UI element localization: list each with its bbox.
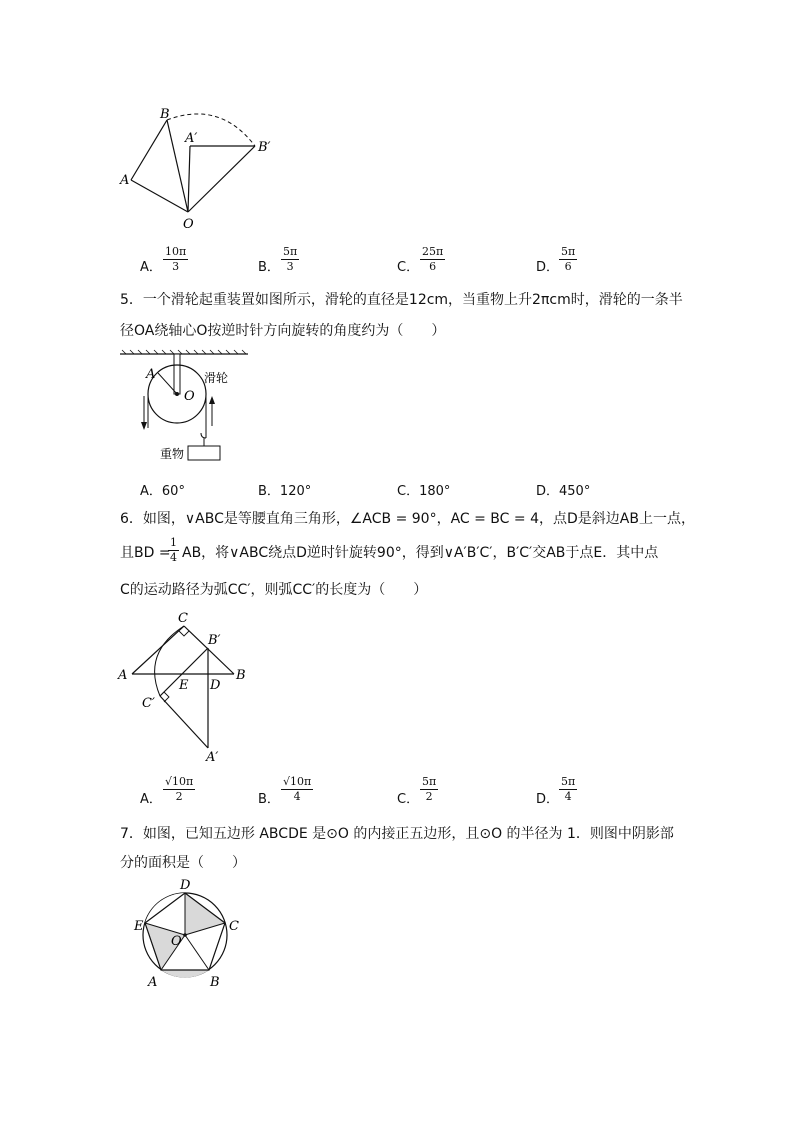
q5-option-c: C．180° [397,484,451,499]
q7-label-D: D [180,878,191,893]
q7-pentagon-figure [128,876,248,996]
q6-text-line3: C的运动路径为弧CC′，则弧CC′的长度为（ ） [120,582,428,598]
q4-option-a: $\frac{10\pi}{3}$ [165,245,187,274]
q6-label-E: E [179,678,189,693]
q7-text-line2: 分的面积是（ ） [120,855,246,871]
q5-text-line2: 径OA绕轴心O按逆时针方向旋转的角度约为（ ） [120,323,446,339]
q6-label-B-prime: B′ [208,633,221,648]
q4-option-d-letter: D． [536,260,560,275]
q6-option-b-letter: B． [258,792,280,807]
q6-label-D: D [210,678,221,693]
q4-option-c-letter: C． [397,260,420,275]
q6-text-line1: 6．如图，∨ABC是等腰直角三角形，∠ACB = 90°，AC = BC = 4，点D是斜边AB上一点， [120,511,695,527]
q4-option-b-letter: B． [258,260,280,275]
q5-pulley-figure [118,348,258,468]
q7-label-C: C [229,919,239,934]
q4-option-b: $\frac{5\pi}{3}$ [283,245,298,274]
q6-figure [112,608,262,768]
q5-option-b: B．120° [258,484,312,499]
q4-label-A-prime: A′ [185,131,198,146]
q4-option-d: $\frac{5\pi}{6}$ [561,245,576,274]
q4-figure [110,100,290,235]
q5-option-a: A．60° [140,484,185,499]
q6-option-a-letter: A． [140,792,162,807]
q6-text-line2-post: AB，将∨ABC绕点D逆时针旋转90°，得到∨A′B′C′，B′C′交AB于点E．其中点 [182,545,659,561]
q4-label-A: A [120,173,130,188]
q6-label-C-prime: C′ [142,696,155,711]
q6-option-b: $\frac{√10\pi}{4}$ [283,775,312,804]
q6-option-d-letter: D． [536,792,560,807]
q4-label-B-prime: B′ [258,140,271,155]
q6-option-c-letter: C． [397,792,420,807]
q6-fraction-one-quarter: $\frac{1}{4}$ [170,536,177,565]
q6-label-A: A [118,668,128,683]
q6-label-A-prime: A′ [206,750,219,765]
q7-label-B: B [210,975,220,990]
q5-text-line1: 5．一个滑轮起重装置如图所示，滑轮的直径是12cm，当重物上升2πcm时，滑轮的一条半 [120,292,683,308]
q4-label-B: B [160,107,170,122]
q5-label-pulley: 滑轮 [204,371,229,385]
q7-label-O: O [171,934,182,949]
q7-label-A: A [148,975,158,990]
q6-text-line2-pre: 且BD = [120,545,171,561]
q7-label-E: E [134,919,144,934]
q6-option-a: $\frac{√10\pi}{2}$ [165,775,194,804]
q5-label-O: O [184,389,195,404]
q4-option-c: $\frac{25\pi}{6}$ [422,245,444,274]
q5-option-d: D．450° [536,484,591,499]
q4-option-a-letter: A． [140,260,162,275]
q6-label-C: C [178,611,188,626]
q5-label-A: A [146,367,156,382]
q7-text-line1: 7．如图，已知五边形 ABCDE 是⊙O 的内接正五边形，且⊙O 的半径为 1．则图中阴影部 [120,826,674,842]
q6-label-B: B [236,668,246,683]
q6-option-c: $\frac{5\pi}{2}$ [422,775,437,804]
q4-label-O: O [183,217,194,232]
q6-option-d: $\frac{5\pi}{4}$ [561,775,576,804]
q5-label-weight: 重物 [160,447,185,461]
